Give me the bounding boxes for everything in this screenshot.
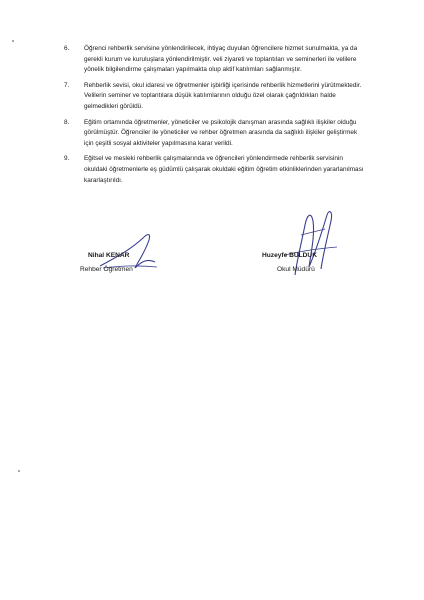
- signer-name: Huzeyfe BULDUK: [262, 252, 317, 259]
- item-number: 6.: [64, 45, 70, 52]
- list-item: [64, 44, 364, 76]
- list-item: [64, 118, 364, 150]
- scan-speck: [18, 470, 20, 472]
- item-text: Eğitim ortamında öğretmenler, yöneticiler ve psikolojik danışman arasında sağlıklı ilişkiler olduğu görülmüştür. Öğrenciler ile yöneticiler ve rehber öğretmen arasında da sağlıklı ilişkiler geliştirmek için çeşitli sosyal aktiviteler yapılmasına karar verildi.: [84, 118, 358, 147]
- item-text: Eğitsel ve mesleki rehberlik çalışmalarında ve öğrencileri yönlendirmede rehberlik servisinin okuldaki öğretmenlerle eş güdümlü çalışarak okuldaki eğitim öğretim etkinliklerinden yararlanılması kararlaştırıldı.: [84, 155, 364, 184]
- item-number: 7.: [64, 81, 70, 89]
- item-number: 8.: [64, 118, 70, 126]
- signer-title: Rehber Öğretmen: [80, 266, 133, 273]
- list-item: [64, 81, 364, 113]
- list-item: [64, 154, 364, 186]
- item-text: Rehberlik sevisi, okul idaresi ve öğretmenler işbirliği içerisinde rehberlik hizmetlerini yürütmektedir. Velilerin seminer ve toplantılara düşük katılımlarının olduğu özel olarak çağrıldıkları halde gelmedikleri görüldü.: [84, 81, 362, 110]
- item-text: Öğrenci rehberlik servisine yönlendirilecek, ihtiyaç duyulan öğrencilere hizmet sunulmakta, ya da gerekli kurum ve kuruluşlara yönlendirilmiştir. veli ziyareti ve toplantıları ve seminerleri ile velilere yönelik bilgilendirme çalışmaları yapılmakta olup aktif katılımları sağlanmıştır.: [84, 45, 358, 74]
- scan-speck: [12, 40, 14, 42]
- signer-name: Nihal KENAR: [88, 252, 130, 259]
- item-list: [64, 44, 364, 191]
- right-signature: [262, 251, 317, 260]
- right-signature-title-block: [277, 265, 315, 274]
- left-signature-title-block: [80, 265, 133, 274]
- left-signature: [88, 251, 129, 260]
- signer-title: Okul Müdürü: [277, 266, 315, 273]
- item-number: 9.: [64, 155, 70, 163]
